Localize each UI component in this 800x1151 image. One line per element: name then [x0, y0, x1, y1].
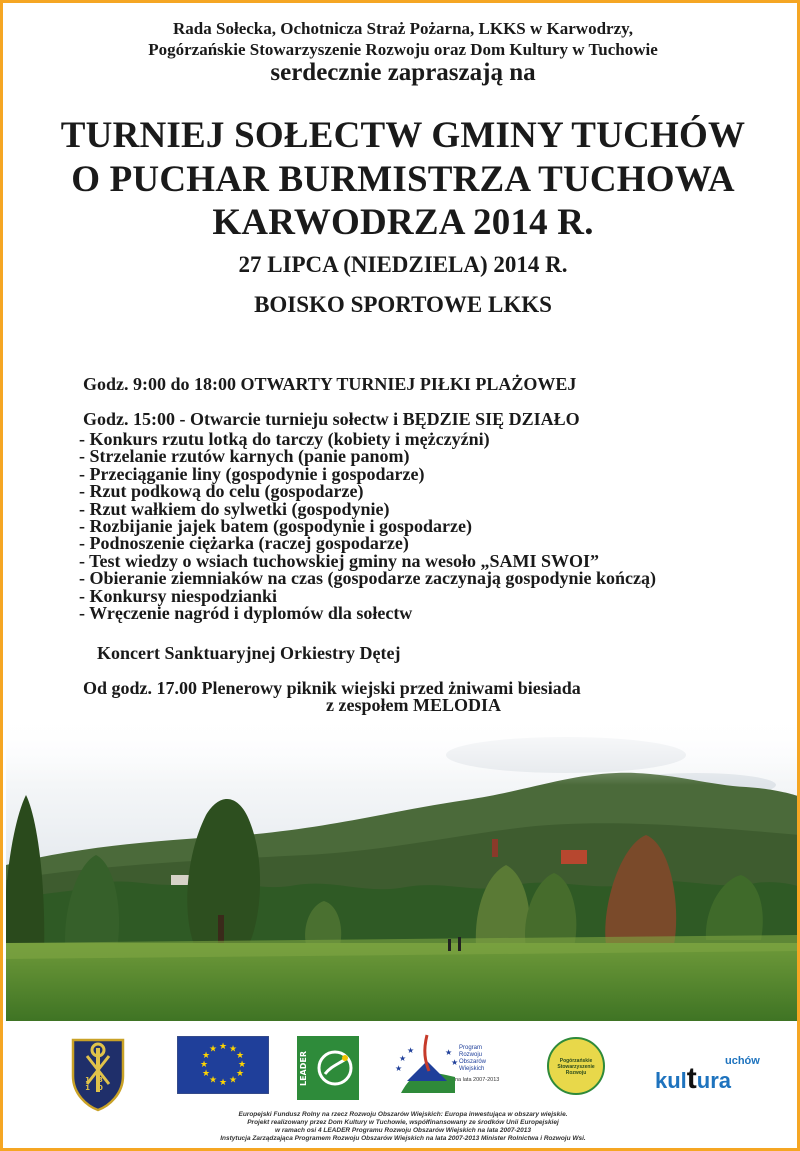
psr-line-3: Rozwoju	[565, 1070, 587, 1076]
svg-text:★: ★	[201, 1051, 211, 1061]
coat-of-arms-logo	[69, 1036, 127, 1117]
psr-text	[549, 1058, 603, 1076]
svg-text:★: ★	[235, 1069, 245, 1079]
psr-logo	[547, 1037, 605, 1095]
kultura-wordmark	[655, 1062, 732, 1095]
list-item: - Strzelanie rzutów karnych (panie panom)	[79, 446, 410, 467]
beach-tournament-line: Godz. 9:00 do 18:00 OTWARTY TURNIEJ PIŁKI PLAŻOWEJ	[83, 374, 577, 394]
svg-text:★: ★	[399, 1054, 407, 1063]
kultura-t: t	[686, 1062, 697, 1095]
footer-line-3: w ramach osi 4 LEADER Programu Rozwoju Obszarów Wiejskich na lata 2007-2013	[274, 1127, 532, 1134]
svg-text:★: ★	[228, 1075, 238, 1086]
list-item: - Konkursy niespodzianki	[79, 585, 278, 606]
list-item: - Wręczenie nagród i dyplomów dla sołectw	[79, 603, 413, 624]
list-item: - Rzut wałkiem do sylwetki (gospodynie)	[79, 498, 390, 519]
prow-line-2: Rozwoju	[459, 1052, 483, 1058]
svg-text:★: ★	[218, 1042, 228, 1052]
svg-text:★: ★	[395, 1064, 403, 1073]
prow-text	[459, 1045, 486, 1073]
invitation-text: serdecznie zapraszają na	[270, 59, 536, 86]
opening-line: Godz. 15:00 - Otwarcie turnieju sołectw i BĘDZIE SIĘ DZIAŁO	[83, 409, 580, 429]
svg-text:★: ★	[235, 1051, 245, 1061]
svg-text:★: ★	[237, 1060, 247, 1070]
svg-text:★: ★	[208, 1075, 218, 1086]
leader-logo	[297, 1036, 359, 1100]
svg-text:★: ★	[208, 1044, 218, 1055]
footer-credits	[3, 1111, 800, 1143]
svg-text:★: ★	[445, 1048, 453, 1057]
svg-text:★: ★	[201, 1069, 211, 1079]
landscape-photo	[6, 715, 800, 1021]
organizers-line-2: Pogórzańskie Stowarzyszenie Rozwoju oraz Dom Kultury w Tuchowie	[148, 40, 658, 59]
coat-numbers: 13 10	[85, 1076, 111, 1092]
event-title-line-3: KARWODRZA 2014 R.	[212, 202, 594, 243]
svg-text:★: ★	[218, 1078, 228, 1088]
organizers-line-1: Rada Sołecka, Ochotnicza Straż Pożarna, LKKS w Karwodrzy,	[173, 19, 633, 38]
psr-line-2: Stowarzyszenie	[557, 1064, 595, 1070]
svg-text:★: ★	[228, 1044, 238, 1055]
kultura-tuchow-logo	[655, 1055, 771, 1099]
footer-line-1: Europejski Fundusz Rolny na rzecz Rozwoju Obszarów Wiejskich: Europa inwestująca w obszary wiejskie.	[238, 1111, 568, 1118]
svg-text:★: ★	[451, 1058, 459, 1067]
psr-line-1: Pogórzańskie	[559, 1058, 593, 1064]
picnic-line-2: z zespołem MELODIA	[326, 695, 501, 715]
prow-line-3: Obszarów	[459, 1059, 487, 1065]
list-item: - Przeciąganie liny (gospodynie i gospodarze)	[79, 463, 425, 484]
footer-line-2: Projekt realizowany przez Dom Kultury w Tuchowie, współfinansowany ze środków Unii Europejskiej	[247, 1119, 559, 1126]
kultura-top: uchów	[725, 1055, 760, 1067]
eu-flag-logo	[177, 1036, 269, 1099]
svg-text:★: ★	[407, 1046, 415, 1055]
event-place: BOISKO SPORTOWE LKKS	[254, 292, 552, 317]
footer-line-4: Instytucja Zarządzająca Programem Rozwoju Obszarów Wiejskich na lata 2007-2013 Minister Rolnictwa i Rozwoju Wsi.	[220, 1135, 586, 1142]
prow-line-4: Wiejskich	[459, 1066, 485, 1072]
prow-years: na lata 2007-2013	[455, 1077, 500, 1083]
picnic-line-1: Od godz. 17.00 Plenerowy piknik wiejski przed żniwami biesiada	[83, 678, 581, 698]
list-item: - Rzut podkową do celu (gospodarze)	[79, 481, 364, 502]
kultura-left: kul	[655, 1068, 687, 1093]
event-date: 27 LIPCA (NIEDZIELA) 2014 R.	[238, 252, 568, 277]
event-title-line-1: TURNIEJ SOŁECTW GMINY TUCHÓW	[60, 115, 746, 156]
leader-label: LEADER	[299, 1050, 308, 1086]
prow-logo	[393, 1031, 521, 1097]
kultura-right: ura	[696, 1068, 732, 1093]
list-item: - Test wiedzy o wsiach tuchowskiej gminy na wesoło „SAMI SWOI”	[79, 550, 600, 571]
list-item: - Podnoszenie ciężarka (raczej gospodarze)	[79, 533, 409, 554]
svg-text:★: ★	[199, 1060, 209, 1070]
concert-line: Koncert Sanktuaryjnej Orkiestry Dętej	[97, 643, 401, 663]
list-item: - Rozbijanie jajek batem (gospodynie i gospodarze)	[79, 516, 472, 537]
prow-line-1: Program	[459, 1045, 483, 1051]
event-title-line-2: O PUCHAR BURMISTRZA TUCHOWA	[71, 159, 735, 200]
list-item: - Obieranie ziemniaków na czas (gospodarze zaczynają gospodynie kończą)	[79, 568, 656, 589]
list-item: - Konkurs rzutu lotką do tarczy (kobiety i mężczyźni)	[79, 429, 490, 449]
events-list	[79, 431, 656, 622]
